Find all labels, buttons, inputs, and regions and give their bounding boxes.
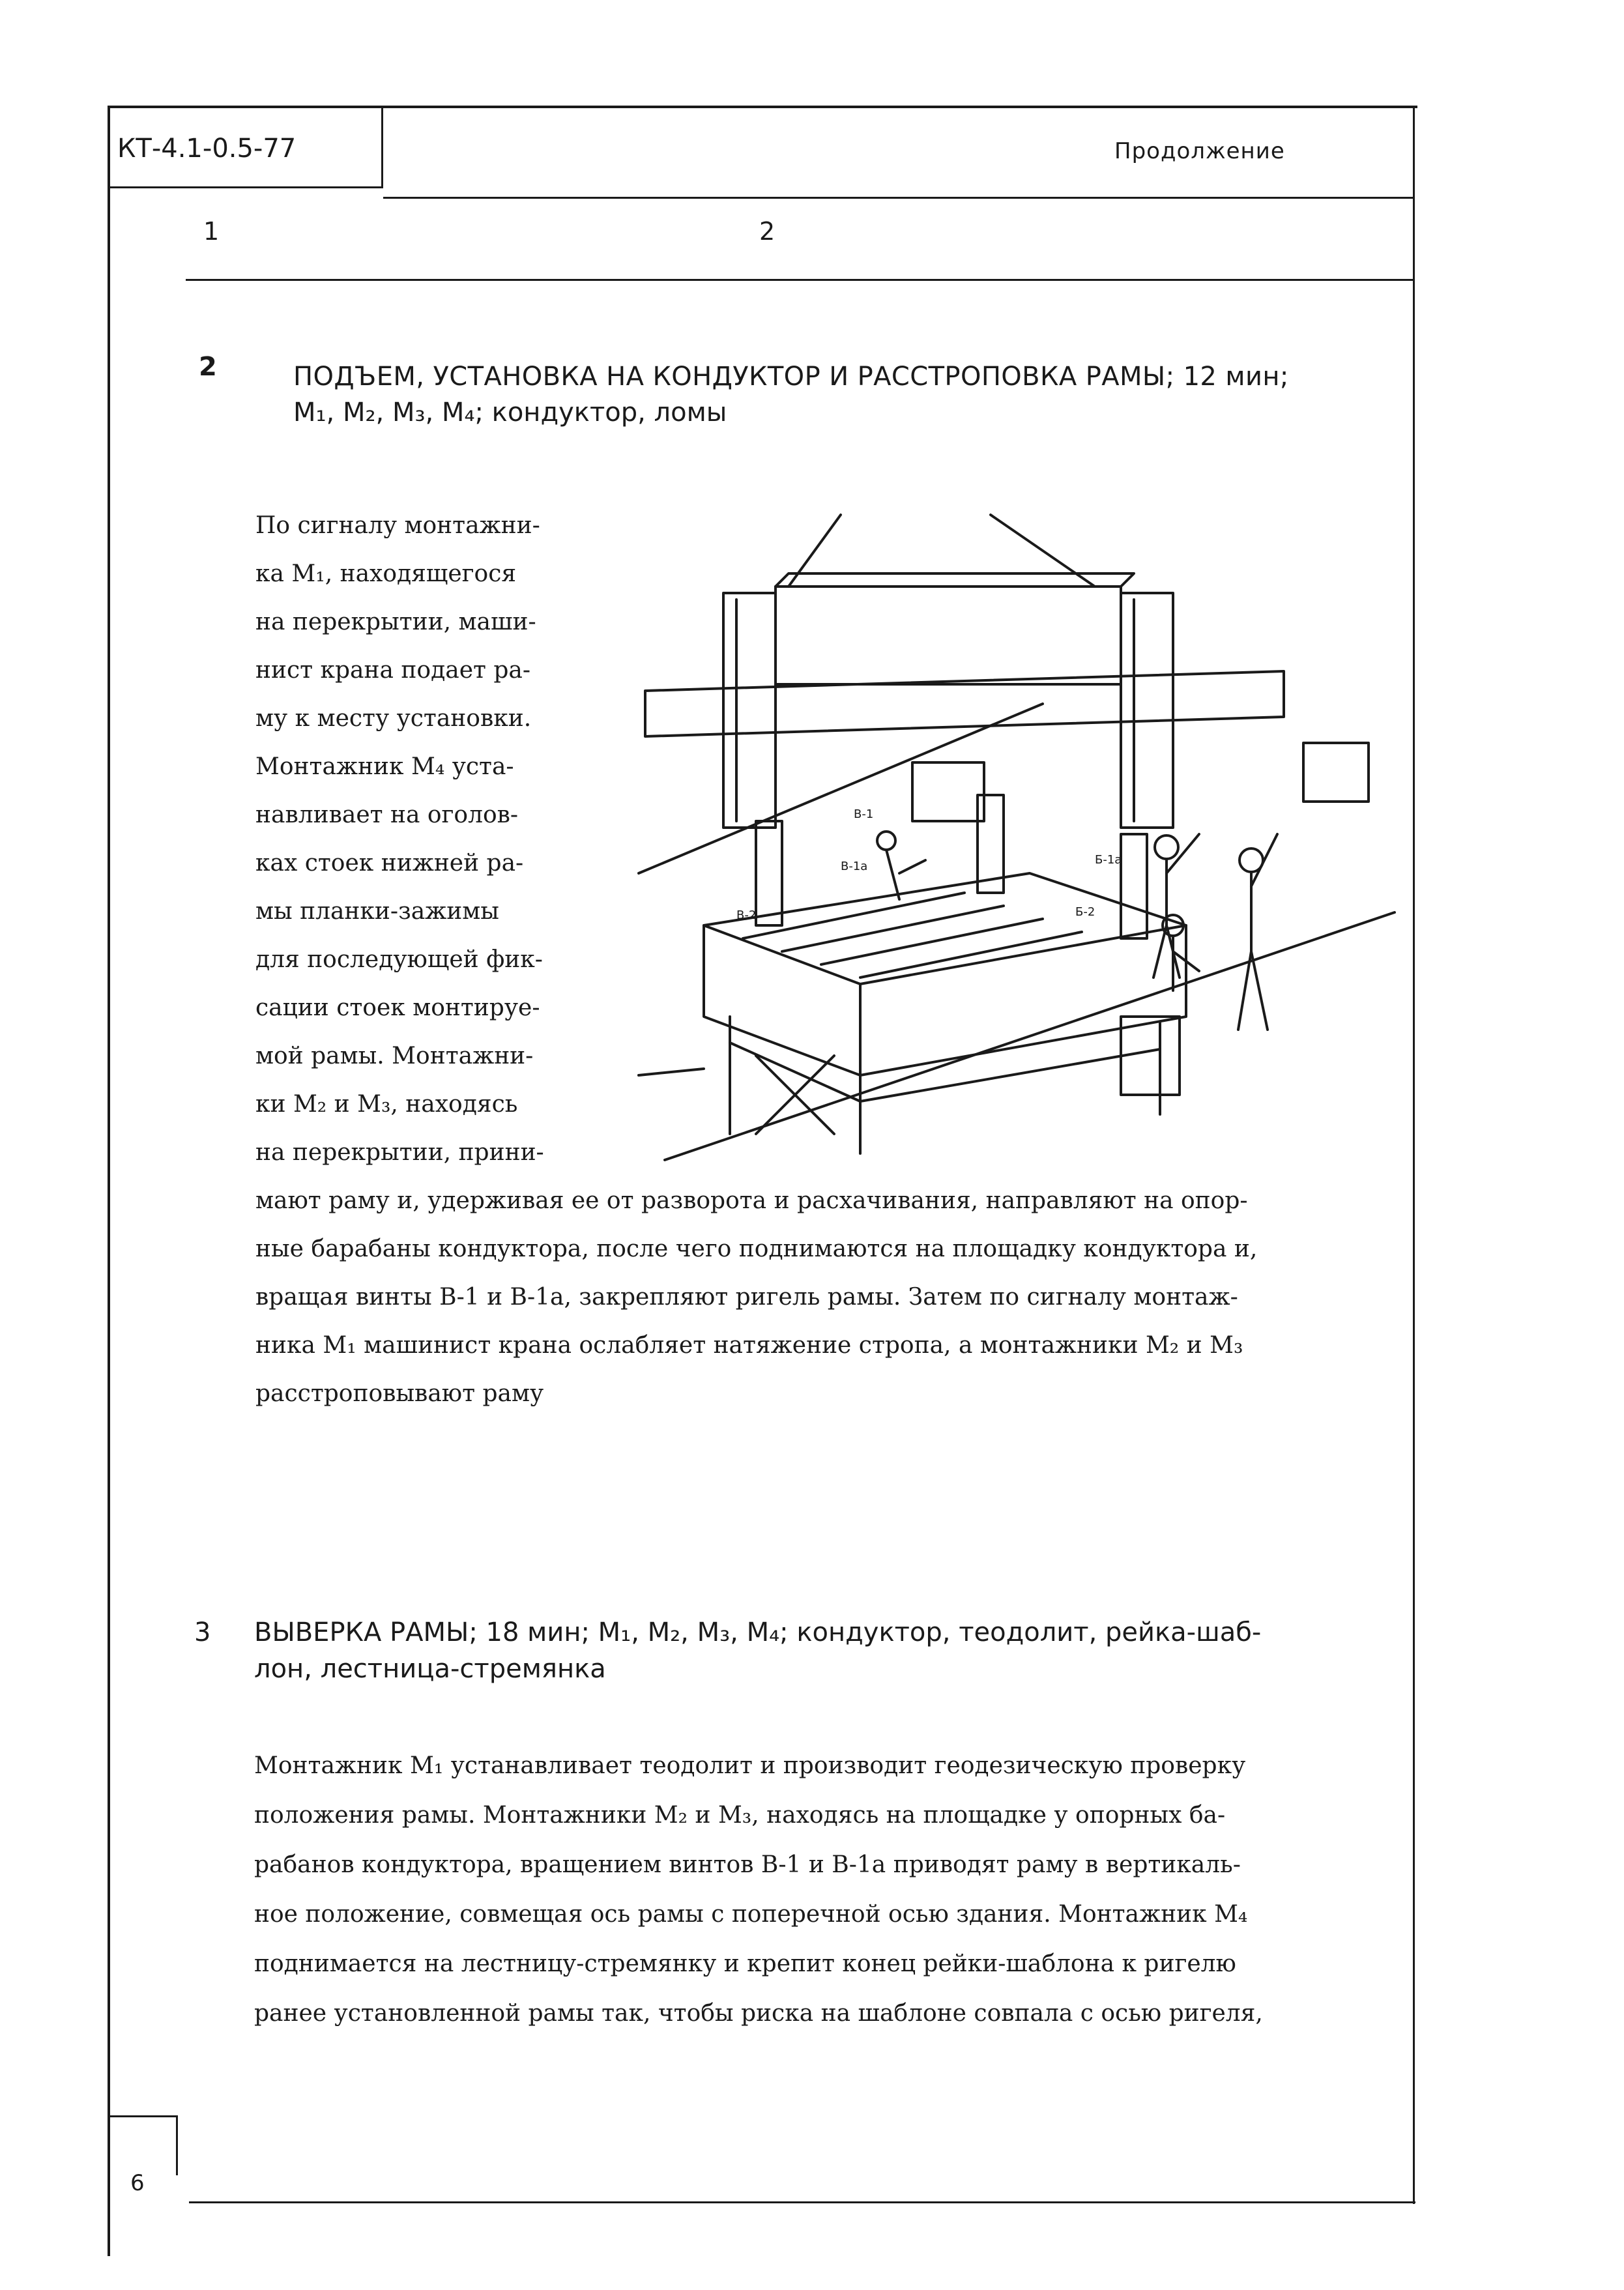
figure-label: В-1 <box>854 807 874 821</box>
text-line: ные барабаны кондуктора, после чего поднимаются на площадку кондуктора и, <box>255 1236 1258 1262</box>
continuation-label: Продолжение <box>1114 138 1285 164</box>
frame-column <box>723 593 776 828</box>
text-line: на перекрытии, прини- <box>255 1139 544 1166</box>
column-header-line <box>186 279 1413 281</box>
jig-platform <box>704 873 1186 984</box>
document-code: КТ-4.1-0.5-77 <box>117 134 297 164</box>
sling-line <box>789 515 841 587</box>
section-3-title-line1: ВЫВЕРКА РАМЫ; 18 мин; M₁, M₂, M₃, M₄; кондуктор, теодолит, рейка-шаб- <box>254 1617 1262 1647</box>
text-line: По сигналу монтажни- <box>255 512 540 539</box>
text-line: ка M₁, находящегося <box>255 560 517 587</box>
text-line: рабанов кондуктора, вращением винтов В-1 и В-1а приводят раму в вертикаль- <box>254 1851 1241 1878</box>
sling-line <box>991 515 1095 587</box>
text-line: поднимается на лестницу-стремянку и крепит конец рейки-шаблона к ригелю <box>254 1950 1236 1977</box>
figure-label: В-2 <box>736 908 757 922</box>
section-3-title-line2: лон, лестница-стремянка <box>254 1654 606 1684</box>
page-box-right <box>176 2115 178 2175</box>
text-line: вращая винты В-1 и В-1а, закрепляют ригель рамы. Затем по сигналу монтаж- <box>255 1284 1238 1311</box>
figure-label: В-1а <box>841 860 868 873</box>
figure-label: Б-1а <box>1095 853 1122 867</box>
text-line: му к месту установки. <box>255 705 532 732</box>
page-number: 6 <box>130 2170 145 2196</box>
text-line: ках стоек нижней ра- <box>255 850 524 877</box>
code-box-bottom <box>108 186 383 188</box>
text-line: сации стоек монтируе- <box>255 994 540 1021</box>
text-line: расстроповывают раму <box>255 1380 544 1407</box>
text-line: Монтажник M₄ уста- <box>255 753 514 780</box>
text-line: положения рамы. Монтажники M₂ и M₃, находясь на площадке у опорных ба- <box>254 1802 1226 1829</box>
text-line: ранее установленной рамы так, чтобы риска на шаблоне совпала с осью ригеля, <box>254 2000 1263 2027</box>
text-line: для последующей фик- <box>255 946 543 973</box>
worker-head <box>877 832 895 850</box>
text-line: мают раму и, удерживая ее от разворота и расхачивания, направляют на опор- <box>255 1187 1248 1214</box>
frame-beam <box>776 587 1121 684</box>
worker-head <box>1155 835 1178 859</box>
column-number-1: 1 <box>203 217 220 246</box>
section-3-number: 3 <box>194 1617 211 1647</box>
text-line: Монтажник M₁ устанавливает теодолит и производит геодезическую проверку <box>254 1752 1246 1779</box>
text-line: ника M₁ машинист крана ослабляет натяжение стропа, а монтажники M₂ и M₃ <box>255 1332 1243 1359</box>
section-2-narrow-text <box>255 502 544 1177</box>
section-2-title-line1: ПОДЪЕМ, УСТАНОВКА НА КОНДУКТОР И РАССТРОПОВКА РАМЫ; 12 мин; <box>293 362 1289 392</box>
text-line: нист крана подает ра- <box>255 657 531 684</box>
text-line: мы планки-зажимы <box>255 898 499 925</box>
text-line: мой рамы. Монтажни- <box>255 1043 534 1069</box>
column-number-2: 2 <box>759 217 776 246</box>
frame-installation-figure <box>626 508 1414 1167</box>
page-box-top <box>108 2115 177 2117</box>
header-line <box>383 197 1413 199</box>
support-block <box>1303 743 1369 802</box>
frame-left-line <box>108 106 110 2256</box>
section-3-text <box>254 1741 1263 2038</box>
text-line: ки M₂ и M₃, находясь <box>255 1091 518 1118</box>
text-line: ное положение, совмещая ось рамы с поперечной осью здания. Монтажник M₄ <box>254 1901 1248 1928</box>
frame-column <box>1121 593 1173 828</box>
section-2-wide-text <box>255 1177 1257 1418</box>
frame-top-line <box>108 106 1417 108</box>
code-box-right <box>381 106 383 188</box>
figure-label: Б-2 <box>1075 905 1095 919</box>
frame-bottom-line <box>189 2201 1415 2203</box>
text-line: навливает на оголов- <box>255 802 519 828</box>
crossbar <box>645 671 1284 736</box>
text-line: на перекрытии, маши- <box>255 609 536 635</box>
support-block <box>912 762 984 821</box>
section-2-number: 2 <box>199 352 217 382</box>
section-2-title-line2: M₁, M₂, M₃, M₄; кондуктор, ломы <box>293 398 727 428</box>
